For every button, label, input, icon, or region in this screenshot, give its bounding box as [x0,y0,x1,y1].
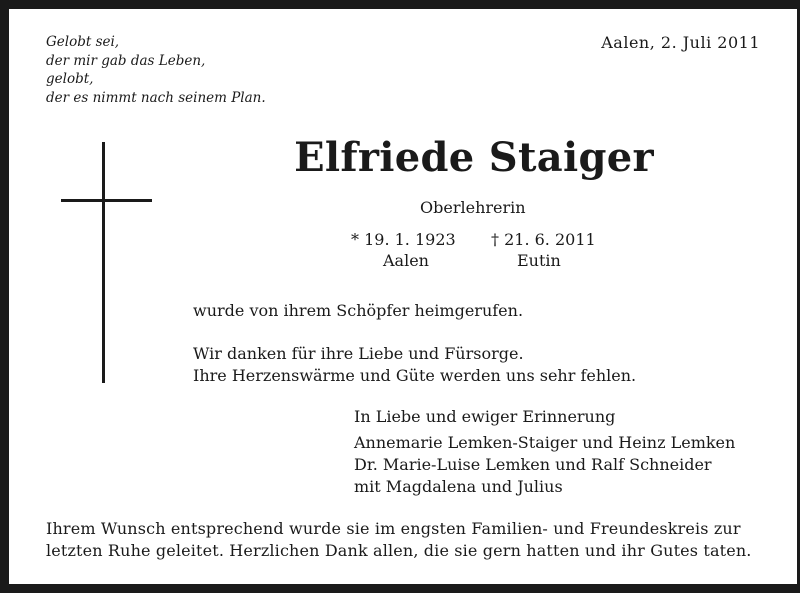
death-place: Eutin [517,251,561,270]
mourner-name: Dr. Marie-Luise Lemken und Ralf Schneider [354,455,712,474]
poem-quote [46,33,266,108]
message-line: Wir danken für ihre Liebe und Fürsorge. [193,344,524,363]
poem-line: der mir gab das Leben, [46,52,206,69]
poem-line: Gelobt sei, [46,34,120,50]
birth-place: Aalen [383,251,429,270]
footer-line: letzten Ruhe geleitet. Herzlichen Dank allen, die sie gern hatten und ihr Gutes taten. [46,541,752,560]
cross-icon-bar [61,199,152,202]
mourner-name: Annemarie Lemken-Staiger und Heinz Lemken [354,433,736,452]
poem-line: gelobt, [46,71,94,88]
mourner-name: mit Magdalena und Julius [354,477,563,496]
footer-line: Ihrem Wunsch entsprechend wurde sie im engsten Familien- und Freundeskreis zur [46,519,741,538]
message-line: Ihre Herzenswärme und Güte werden uns sehr fehlen. [193,366,637,385]
mourners-intro: In Liebe und ewiger Erinnerung [354,407,616,426]
deceased-name: Elfriede Staiger [294,134,654,181]
profession: Oberlehrerin [420,198,526,217]
poem-line: der es nimmt nach seinem Plan. [46,90,266,107]
message-line: wurde von ihrem Schöpfer heimgerufen. [193,301,524,320]
place-date: Aalen, 2. Juli 2011 [601,33,760,52]
death-date: † 21. 6. 2011 [491,230,596,249]
birth-date: * 19. 1. 1923 [351,230,456,249]
